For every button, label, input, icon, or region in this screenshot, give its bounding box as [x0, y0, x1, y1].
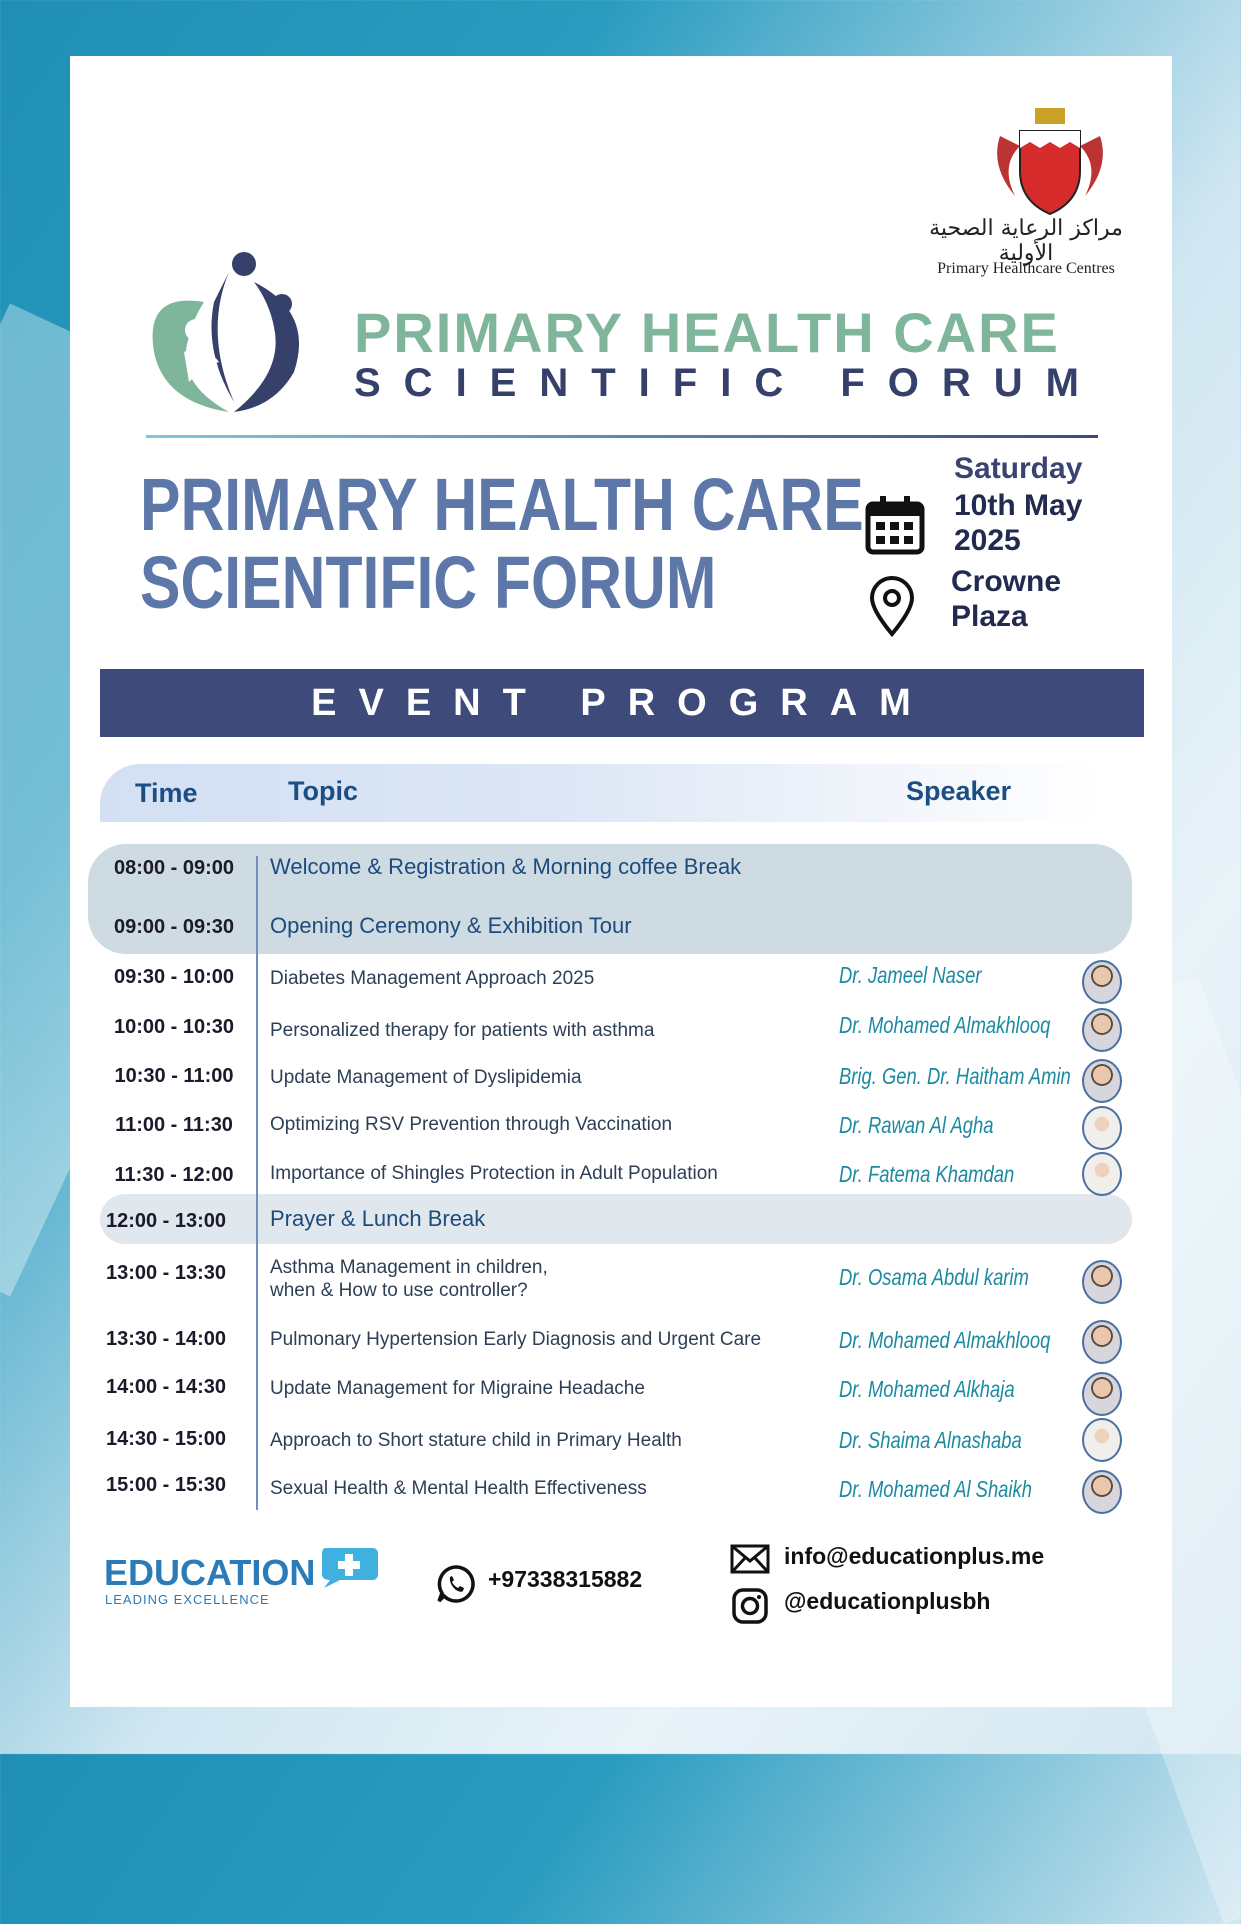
row-time: 09:30 - 10:00 — [113, 966, 235, 988]
instagram-icon — [732, 1588, 768, 1624]
row-speaker: Dr. Jameel Naser — [839, 962, 982, 988]
speaker-avatar — [1082, 1418, 1122, 1462]
row-time: 11:00 - 11:30 — [115, 1114, 233, 1136]
row-topic-line: Asthma Management in children, — [270, 1257, 548, 1278]
row-time: 11:30 - 12:00 — [114, 1164, 234, 1186]
row-speaker: Dr. Osama Abdul karim — [839, 1264, 1029, 1290]
row-time: 09:00 - 09:30 — [113, 916, 235, 938]
speaker-avatar — [1082, 960, 1122, 1004]
row-time: 14:00 - 14:30 — [105, 1376, 227, 1398]
row-topic: Welcome & Registration & Morning coffee Break — [270, 854, 742, 879]
row-speaker: Dr. Mohamed Al Shaikh — [839, 1476, 1032, 1502]
row-time: 12:00 - 13:00 — [105, 1210, 227, 1232]
header-divider — [146, 435, 1098, 438]
row-time: 13:00 - 13:30 — [105, 1262, 227, 1284]
row-topic-line: when & How to use controller? — [270, 1280, 528, 1301]
row-topic: Importance of Shingles Protection in Adult Population — [270, 1163, 718, 1184]
row-time: 08:00 - 09:00 — [113, 857, 235, 879]
row-topic: Optimizing RSV Prevention through Vaccination — [270, 1114, 673, 1135]
speaker-avatar — [1082, 1260, 1122, 1304]
row-time: 14:30 - 15:00 — [105, 1428, 227, 1450]
speaker-avatar — [1082, 1320, 1122, 1364]
row-speaker: Dr. Mohamed Alkhaja — [839, 1376, 1015, 1402]
column-header-speaker: Speaker — [906, 776, 1012, 806]
emblem-caption: Primary Healthcare Centres — [937, 260, 1115, 277]
row-speaker: Dr. Rawan Al Agha — [839, 1112, 994, 1138]
row-topic: Diabetes Management Approach 2025 — [270, 968, 595, 989]
whatsapp-icon — [436, 1564, 476, 1604]
row-topic: Sexual Health & Mental Health Effectiveness — [270, 1478, 647, 1499]
column-header-topic: Topic — [288, 776, 358, 806]
row-speaker: Dr. Fatema Khamdan — [839, 1161, 1015, 1187]
row-speaker: Dr. Mohamed Almakhlooq — [839, 1327, 1051, 1353]
poster-page — [70, 56, 1172, 1707]
event-day: Saturday — [954, 452, 1083, 485]
event-program-banner: EVENT PROGRAM — [100, 669, 1144, 737]
row-speaker: Dr. Shaima Alnashaba — [839, 1427, 1022, 1453]
education-logo-text: EDUCATION — [104, 1552, 316, 1593]
column-header-time: Time — [135, 778, 198, 808]
contact-email[interactable]: info@educationplus.me — [784, 1543, 1045, 1569]
speaker-avatar — [1082, 1470, 1122, 1514]
title-line-2: SCIENTIFIC FORUM — [140, 541, 717, 624]
event-venue: Crowne Plaza — [951, 565, 1062, 633]
location-pin-icon — [868, 576, 916, 638]
row-topic: Opening Ceremony & Exhibition Tour — [270, 913, 632, 938]
row-topic: Update Management of Dyslipidemia — [270, 1067, 582, 1088]
speaker-avatar — [1082, 1372, 1122, 1416]
row-speaker: Dr. Mohamed Almakhlooq — [839, 1012, 1051, 1038]
page-title — [140, 463, 864, 624]
contact-phone[interactable]: +97338315882 — [488, 1566, 643, 1592]
event-date: 10th May 2025 — [954, 489, 1083, 557]
row-topic: Pulmonary Hypertension Early Diagnosis and Urgent Care — [270, 1329, 762, 1350]
logo-subtitle: SCIENTIFIC FORUM — [354, 361, 1102, 405]
bahrain-emblem-icon — [990, 106, 1110, 216]
row-topic: Approach to Short stature child in Primary Health — [270, 1430, 682, 1451]
calendar-icon — [864, 494, 926, 556]
title-line-1: PRIMARY HEALTH CARE — [140, 463, 864, 546]
row-time: 10:00 - 10:30 — [113, 1016, 235, 1038]
plus-bubble-icon — [318, 1544, 380, 1590]
logo-title: PRIMARY HEALTH CARE — [354, 301, 1060, 364]
speaker-avatar — [1082, 1106, 1122, 1150]
education-tagline: LEADING EXCELLENCE — [105, 1592, 270, 1607]
speaker-avatar — [1082, 1059, 1122, 1103]
row-time: 15:00 - 15:30 — [105, 1474, 227, 1496]
emblem-arabic-text: مراكز الرعاية الصحية الأولية — [929, 216, 1123, 266]
row-topic: Update Management for Migraine Headache — [270, 1378, 645, 1399]
forum-logo-icon — [134, 242, 314, 422]
row-time: 13:30 - 14:00 — [105, 1328, 227, 1350]
speaker-avatar — [1082, 1008, 1122, 1052]
speaker-avatar — [1082, 1152, 1122, 1196]
mail-icon — [730, 1544, 770, 1574]
row-speaker: Brig. Gen. Dr. Haitham Amin — [839, 1063, 1071, 1089]
row-topic: Prayer & Lunch Break — [270, 1206, 486, 1231]
table-divider-line — [256, 856, 258, 1510]
row-time: 10:30 - 11:00 — [114, 1065, 234, 1087]
row-topic — [270, 1256, 830, 1302]
contact-instagram[interactable]: @educationplusbh — [784, 1588, 991, 1614]
row-topic: Personalized therapy for patients with asthma — [270, 1020, 655, 1041]
